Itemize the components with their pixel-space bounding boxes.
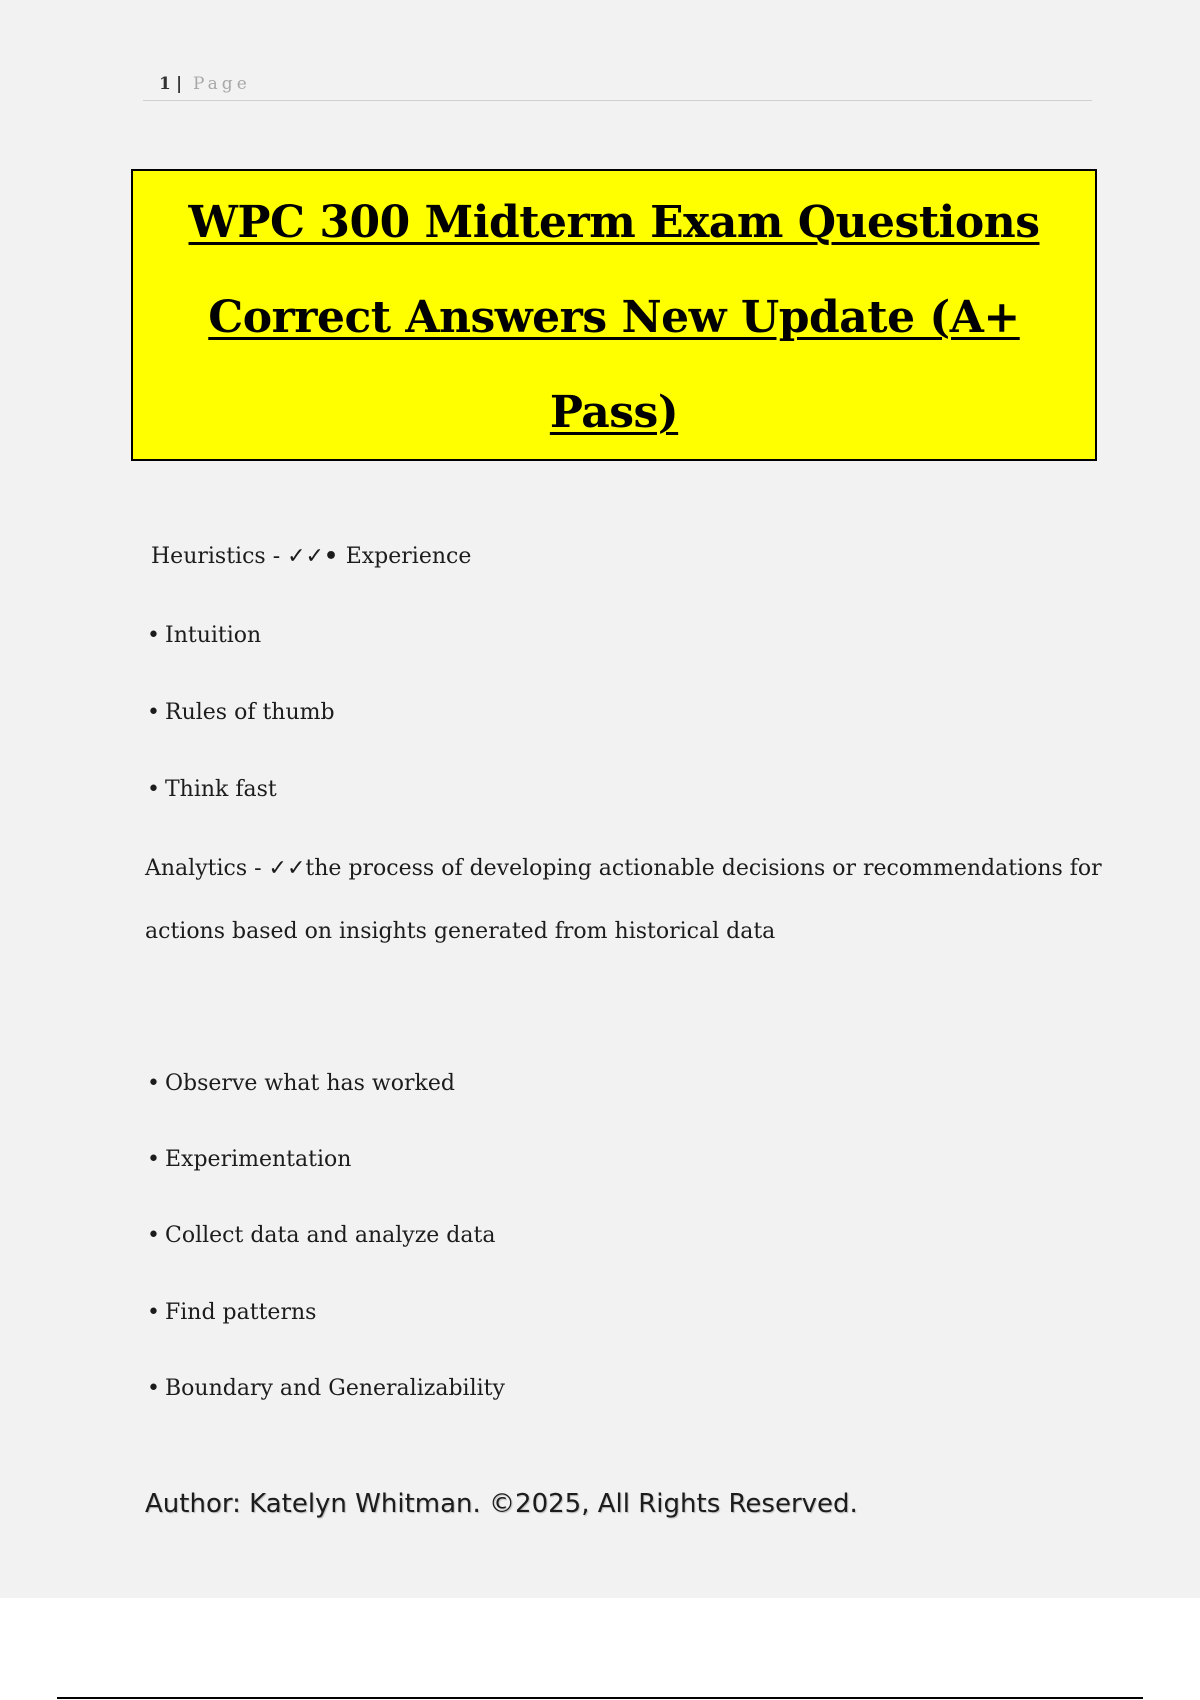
analytics-definition: the process of developing actionable decisions or recommendations for: [305, 856, 1102, 881]
bullet: •: [147, 1147, 160, 1172]
list-item-text: Find patterns: [165, 1300, 317, 1325]
list-item-text: Experimentation: [165, 1147, 352, 1172]
list-item: [147, 1376, 505, 1401]
analytics-term: Analytics -: [145, 856, 269, 881]
page-separator: |: [176, 74, 183, 94]
title-line-2: Correct Answers New Update (A+: [208, 292, 1020, 343]
analytics-definition-continued: actions based on insights generated from historical data: [145, 919, 776, 944]
page-label: Page: [193, 74, 251, 94]
list-item-text: Think fast: [165, 777, 277, 802]
page-header: [143, 70, 1092, 101]
list-item-text: Observe what has worked: [165, 1071, 455, 1096]
list-item: [147, 623, 261, 648]
list-item: [147, 1223, 495, 1248]
list-item-text: Collect data and analyze data: [165, 1223, 496, 1248]
list-item-text: Rules of thumb: [165, 700, 335, 725]
title-box: [131, 169, 1097, 461]
list-item-text: Intuition: [165, 623, 262, 648]
bullet: •: [147, 1376, 160, 1401]
list-item-text: Boundary and Generalizability: [165, 1376, 505, 1401]
list-item: [147, 1071, 455, 1096]
heuristics-first-item: Experience: [345, 544, 472, 569]
list-item: [147, 700, 335, 725]
bullet: •: [147, 777, 160, 802]
title-line-1: WPC 300 Midterm Exam Questions: [188, 197, 1040, 248]
bullet: •: [147, 700, 160, 725]
heuristics-entry: [151, 544, 471, 569]
bullet: •: [147, 1300, 160, 1325]
check-marks: ✓✓•: [287, 544, 346, 569]
author-credit: Author: Katelyn Whitman. ©2025, All Rights Reserved.: [145, 1489, 858, 1519]
bullet: •: [147, 1223, 160, 1248]
analytics-entry: [145, 856, 1102, 881]
check-marks: ✓✓: [268, 856, 306, 881]
footer-rule: [57, 1697, 1143, 1699]
bullet: •: [147, 623, 160, 648]
list-item: [147, 1300, 316, 1325]
heuristics-term: Heuristics -: [151, 544, 288, 569]
page-number: 1: [159, 74, 171, 94]
bullet: •: [147, 1071, 160, 1096]
title-line-3: Pass): [549, 387, 679, 438]
list-item: [147, 1147, 351, 1172]
list-item: [147, 777, 277, 802]
